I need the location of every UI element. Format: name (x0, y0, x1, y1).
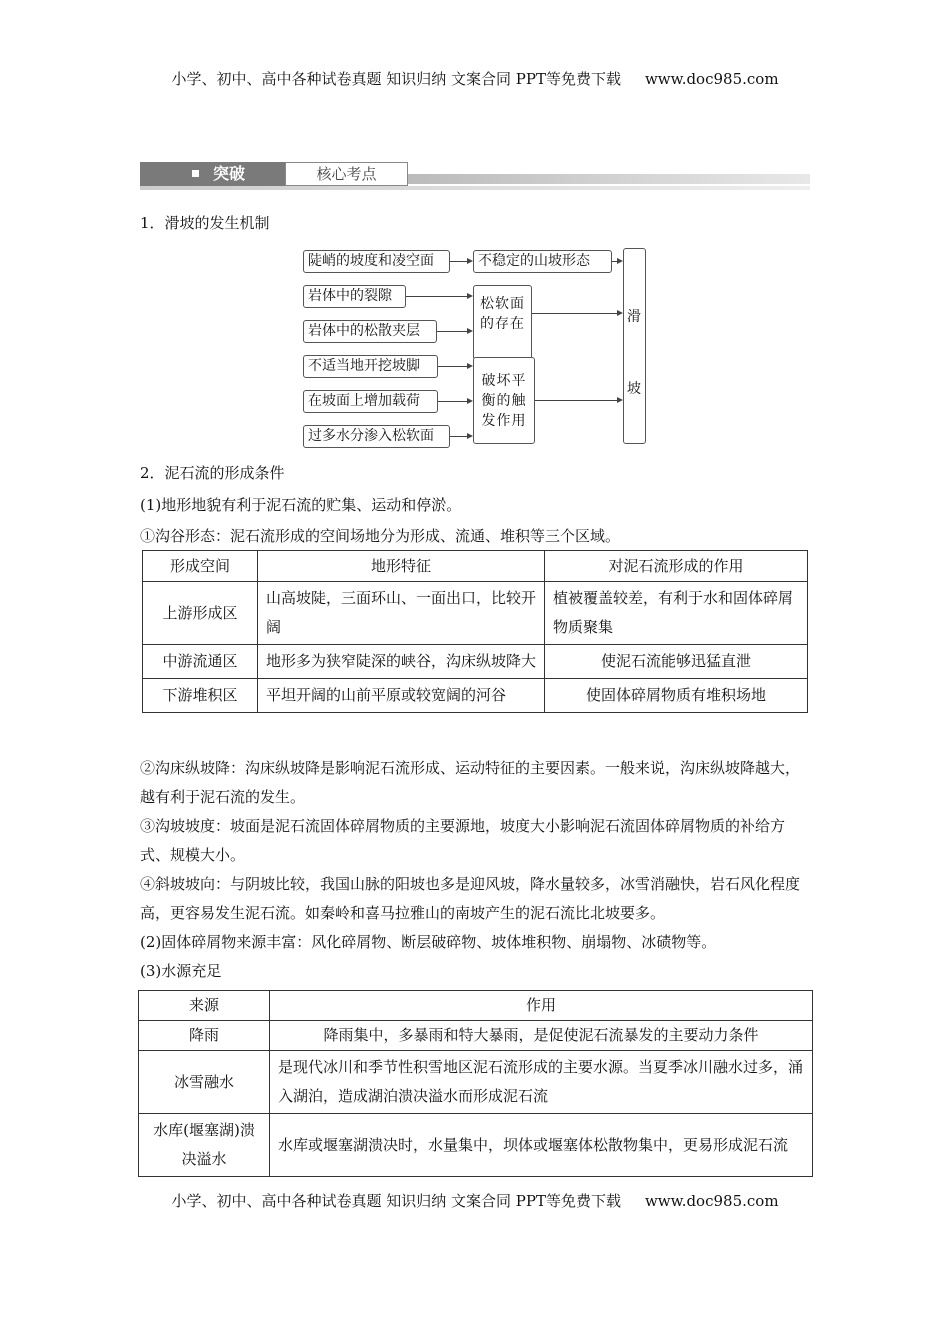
banner-right-label: 核心考点 (285, 162, 408, 186)
table-header: 对泥石流形成的作用 (545, 551, 808, 582)
table-header: 形成空间 (143, 551, 258, 582)
diagram-box-unstable-form: 不稳定的山坡形态 (473, 250, 612, 273)
table-cell: 降雨集中，多暴雨和特大暴雨，是促使泥石流暴发的主要动力条件 (270, 1021, 813, 1051)
table-row (139, 1051, 813, 1114)
table-cell: 山高坡陡，三面环山、一面出口，比较开阔 (258, 582, 545, 645)
banner-dark (140, 162, 285, 186)
diagram-box-loose-layers: 岩体中的松散夹层 (303, 320, 437, 343)
table-cell: 平坦开阔的山前平原或较宽阔的河谷 (258, 679, 545, 713)
diagram-box-excavation: 不适当地开挖坡脚 (303, 355, 438, 378)
paragraph: (1)地形地貌有利于泥石流的贮集、运动和停淤。 (140, 496, 462, 514)
table-row (139, 1021, 813, 1051)
diagram-box-cracks: 岩体中的裂隙 (303, 285, 406, 308)
table-header: 地形特征 (258, 551, 545, 582)
table-cell: 水库(堰塞湖)溃决溢水 (139, 1114, 270, 1177)
table-cell: 中游流通区 (143, 645, 258, 679)
footer-site-link[interactable]: www.doc985.com (644, 1192, 779, 1210)
landslide-char-2: 坡 (627, 381, 641, 397)
table-cell: 使固体碎屑物质有堆积场地 (545, 679, 808, 713)
banner-underline (140, 186, 810, 190)
table-cell: 是现代冰川和季节性积雪地区泥石流形成的主要水源。当夏季冰川融水过多，涌入湖泊，造成湖泊溃决溢水而形成泥石流 (270, 1051, 813, 1114)
paragraph: ③沟坡坡度：坡面是泥石流固体碎屑物质的主要源地，坡度大小影响泥石流固体碎屑物质的补给方式、规模大小。 (140, 817, 786, 864)
diagram-box-trigger: 破坏平衡的触发作用 (473, 357, 535, 444)
table-header-row (139, 991, 813, 1021)
table-cell: 冰雪融水 (139, 1051, 270, 1114)
table-cell: 使泥石流能够迅猛直泄 (545, 645, 808, 679)
header-site-link[interactable]: www.doc985.com (644, 70, 779, 88)
square-icon (192, 170, 199, 177)
paragraph: ②沟床纵坡降：沟床纵坡降是影响泥石流形成、运动特征的主要因素。一般来说，沟床纵坡降越大，越有利于泥石流的发生。 (140, 759, 801, 806)
landslide-char-1: 滑 (627, 309, 641, 325)
diagram-box-added-load: 在坡面上增加载荷 (303, 390, 438, 413)
table-cell: 植被覆盖较差，有利于水和固体碎屑物质聚集 (545, 582, 808, 645)
footer-text: 小学、初中、高中各种试卷真题 知识归纳 文案合同 PPT等免费下载 (171, 1192, 621, 1210)
table-header-row (143, 551, 808, 582)
table-cell: 降雨 (139, 1021, 270, 1051)
section2-title: 2．泥石流的形成条件 (140, 464, 285, 482)
table-row (143, 582, 808, 645)
diagram-box-water-infiltration: 过多水分渗入松软面 (303, 425, 450, 448)
page-footer (0, 1190, 950, 1211)
section-banner (140, 162, 810, 186)
table-cell: 水库或堰塞湖溃决时，水量集中，坝体或堰塞体松散物集中，更易形成泥石流 (270, 1114, 813, 1177)
table-row (139, 1114, 813, 1177)
valley-zone-table (142, 550, 808, 713)
paragraph: (2)固体碎屑物来源丰富：风化碎屑物、断层破碎物、坡体堆积物、崩塌物、冰碛物等。 (140, 933, 717, 951)
water-source-table (138, 990, 813, 1177)
table-cell: 地形多为狭窄陡深的峡谷，沟床纵坡降大 (258, 645, 545, 679)
diagram-box-landslide (623, 248, 646, 444)
banner-left-label: 突破 (213, 164, 246, 183)
paragraph: (3)水源充足 (140, 962, 222, 980)
page-header (0, 68, 950, 89)
diagram-box-steep-slope: 陡峭的坡度和凌空面 (303, 250, 450, 273)
diagram-box-soft-surface: 松软面的存在 (473, 285, 532, 360)
table-row (143, 679, 808, 713)
table-cell: 上游形成区 (143, 582, 258, 645)
paragraph: ①沟谷形态：泥石流形成的空间场地分为形成、流通、堆积等三个区域。 (140, 527, 621, 545)
table-cell: 下游堆积区 (143, 679, 258, 713)
paragraph: ④斜坡坡向：与阴坡比较，我国山脉的阳坡也多是迎风坡，降水量较多，冰雪消融快，岩石风化程度高，更容易发生泥石流。如秦岭和喜马拉雅山的南坡产生的泥石流比北坡要多。 (140, 875, 801, 922)
table-header: 来源 (139, 991, 270, 1021)
table-header: 作用 (270, 991, 813, 1021)
banner-gradient (408, 174, 810, 184)
table-row (143, 645, 808, 679)
section1-title: 1．滑坡的发生机制 (140, 214, 270, 232)
header-text: 小学、初中、高中各种试卷真题 知识归纳 文案合同 PPT等免费下载 (171, 70, 621, 88)
